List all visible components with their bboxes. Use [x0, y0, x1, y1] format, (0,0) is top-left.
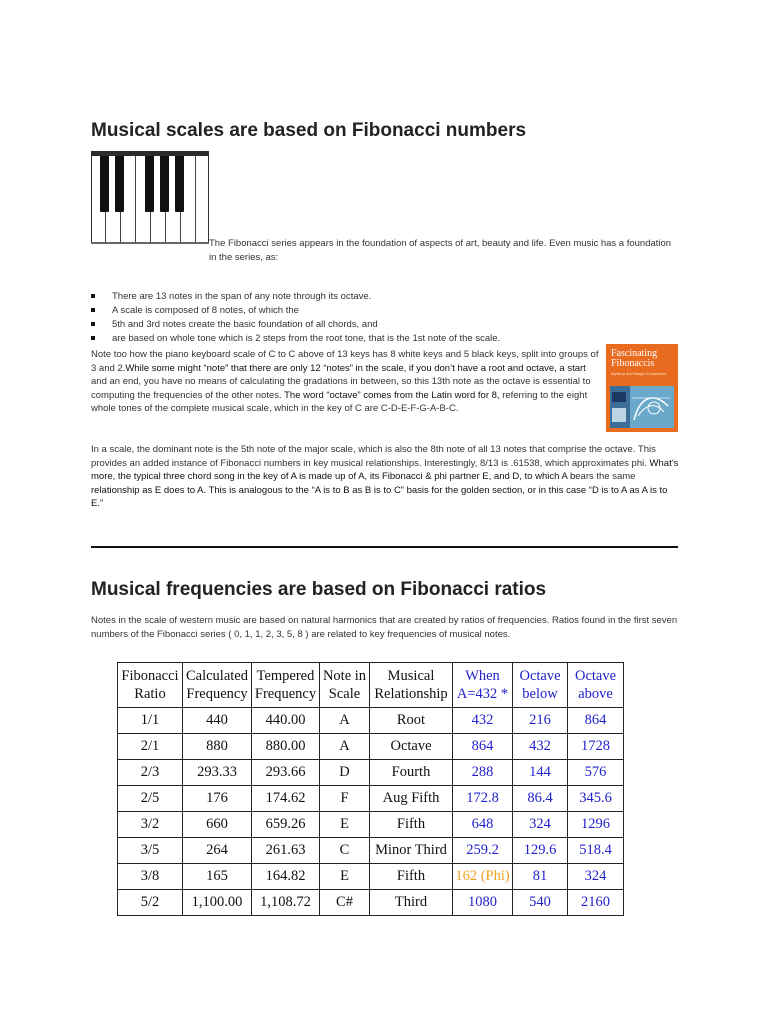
table-cell: 293.66 — [252, 760, 320, 786]
fascinating-fibonaccis-book-cover — [606, 344, 678, 432]
book-cover-illustration-icon — [610, 386, 674, 428]
list-item: There are 13 notes in the span of any note through its octave. — [91, 290, 511, 304]
table-cell: 3/2 — [118, 812, 183, 838]
table-cell: Root — [370, 708, 453, 734]
table-cell: 259.2 — [453, 838, 513, 864]
table-cell: 324 — [568, 864, 624, 890]
table-row — [118, 890, 624, 916]
table-cell: E — [320, 812, 370, 838]
table-row — [118, 708, 624, 734]
table-row — [118, 812, 624, 838]
table-cell: 1/1 — [118, 708, 183, 734]
table-cell: Fifth — [370, 864, 453, 890]
table-cell: 3/5 — [118, 838, 183, 864]
bullet-square-icon — [91, 308, 95, 312]
table-cell: 1080 — [453, 890, 513, 916]
table-cell: 5/2 — [118, 890, 183, 916]
piano-keyboard-paragraph: Note too how the piano keyboard scale of C to C above of 13 keys has 8 white keys and 5 black keys, split into groups of 3 and 2.While some might “note” that there are only 12 “notes” in the scale, if you don’t have a root and octave, a start and an end, you have no means of calculating the gradations in between, so this 13th note as the octave is essential to computing the frequencies of the other notes. The word “octave” comes from the Latin word for 8, referring to the eight whole tones of the complete musical scale, which in the key of C are C-D-E-F-G-A-B-C. — [91, 349, 599, 414]
table-cell: 1,108.72 — [252, 890, 320, 916]
bullet-square-icon — [91, 322, 95, 326]
table-cell: 164.82 — [252, 864, 320, 890]
column-header: Note in Scale — [320, 663, 370, 708]
column-header: Fibonacci Ratio — [118, 663, 183, 708]
table-cell: Minor Third — [370, 838, 453, 864]
book-title: Fascinating Fibonaccis — [611, 348, 658, 369]
table-cell: 165 — [183, 864, 252, 890]
intro-paragraph: The Fibonacci series appears in the foundation of aspects of art, beauty and life. Even music has a foundation in the series, as: — [209, 238, 672, 263]
table-cell: E — [320, 864, 370, 890]
table-header-row — [118, 663, 624, 708]
table-row — [118, 734, 624, 760]
table-cell: 86.4 — [513, 786, 568, 812]
bullet-square-icon — [91, 336, 95, 340]
column-header: Calculated Frequency — [183, 663, 252, 708]
table-cell: 1296 — [568, 812, 624, 838]
table-cell: 174.62 — [252, 786, 320, 812]
fibonacci-frequency-table — [117, 662, 624, 916]
table-cell: 432 — [513, 734, 568, 760]
table-cell: 2160 — [568, 890, 624, 916]
table-cell: 540 — [513, 890, 568, 916]
piano-keyboard-image — [91, 151, 209, 247]
section-title-scales: Musical scales are based on Fibonacci numbers — [91, 120, 527, 141]
table-cell: 1,100.00 — [183, 890, 252, 916]
table-cell: A — [320, 734, 370, 760]
list-item: 5th and 3rd notes create the basic foundation of all chords, and — [91, 318, 511, 332]
column-header: Octave below — [513, 663, 568, 708]
table-cell: Fifth — [370, 812, 453, 838]
table-cell: F — [320, 786, 370, 812]
table-cell: 440 — [183, 708, 252, 734]
table-cell: 659.26 — [252, 812, 320, 838]
table-cell: 2/3 — [118, 760, 183, 786]
table-cell: Third — [370, 890, 453, 916]
table-row — [118, 864, 624, 890]
table-cell: 81 — [513, 864, 568, 890]
table-cell: 440.00 — [252, 708, 320, 734]
column-header: When A=432 * — [453, 663, 513, 708]
table-cell: 176 — [183, 786, 252, 812]
book-subtitle: Mystery and Magic in Numbers — [611, 371, 667, 376]
table-cell: 172.8 — [453, 786, 513, 812]
table-cell: C# — [320, 890, 370, 916]
table-cell: 880.00 — [252, 734, 320, 760]
table-cell: 288 — [453, 760, 513, 786]
table-cell: 216 — [513, 708, 568, 734]
table-cell: 129.6 — [513, 838, 568, 864]
column-header: Musical Relationship — [370, 663, 453, 708]
table-row — [118, 838, 624, 864]
table-cell: 261.63 — [252, 838, 320, 864]
table-cell: 518.4 — [568, 838, 624, 864]
list-item: A scale is composed of 8 notes, of which the — [91, 304, 511, 318]
table-cell: 880 — [183, 734, 252, 760]
list-item: are based on whole tone which is 2 steps from the root tone, that is the 1st note of the scale. — [91, 332, 511, 346]
table-cell: A — [320, 708, 370, 734]
table-row — [118, 760, 624, 786]
table-cell: 144 — [513, 760, 568, 786]
table-cell: 3/8 — [118, 864, 183, 890]
horizontal-divider — [91, 546, 678, 548]
table-cell: Octave — [370, 734, 453, 760]
section-title-frequencies: Musical frequencies are based on Fibonacci ratios — [91, 579, 547, 600]
frequencies-intro-paragraph: Notes in the scale of western music are based on natural harmonics that are created by ratios of frequencies. Ratios found in the first seven numbers of the Fibonacci series ( 0, 1, 1, 2, 3, 5, 8 ) are related to key frequencies of musical notes. — [91, 615, 678, 640]
table-cell: 345.6 — [568, 786, 624, 812]
table-cell: Aug Fifth — [370, 786, 453, 812]
table-row — [118, 786, 624, 812]
table-cell: 432 — [453, 708, 513, 734]
table-cell: 864 — [568, 708, 624, 734]
table-cell: 162 (Phi) — [453, 864, 513, 890]
table-cell: 2/5 — [118, 786, 183, 812]
column-header: Octave above — [568, 663, 624, 708]
table-cell: 576 — [568, 760, 624, 786]
table-cell: 264 — [183, 838, 252, 864]
table-cell: Fourth — [370, 760, 453, 786]
table-cell: 1728 — [568, 734, 624, 760]
table-cell: 660 — [183, 812, 252, 838]
fibonacci-bullet-list — [91, 290, 511, 346]
table-cell: D — [320, 760, 370, 786]
bullet-square-icon — [91, 294, 95, 298]
column-header: Tempered Frequency — [252, 663, 320, 708]
table-cell: 648 — [453, 812, 513, 838]
dominant-note-paragraph: In a scale, the dominant note is the 5th note of the major scale, which is also the 8th note of all 13 notes that comprise the octave. This provides an added instance of Fibonacci numbers in key musical relationships. Interestingly, 8/13 is .61538, which approximates phi. What’s more, the typical three chord song in the key of A is made up of A, its Fibonacci & phi partner E, and D, to which A bears the same relationship as E does to A. This is analogous to the “A is to B as B is to C” basis for the golden section, or in this case “D is to A as A is to E.” — [91, 444, 679, 509]
table-cell: 293.33 — [183, 760, 252, 786]
table-cell: 2/1 — [118, 734, 183, 760]
table-cell: 324 — [513, 812, 568, 838]
table-cell: 864 — [453, 734, 513, 760]
table-cell: C — [320, 838, 370, 864]
